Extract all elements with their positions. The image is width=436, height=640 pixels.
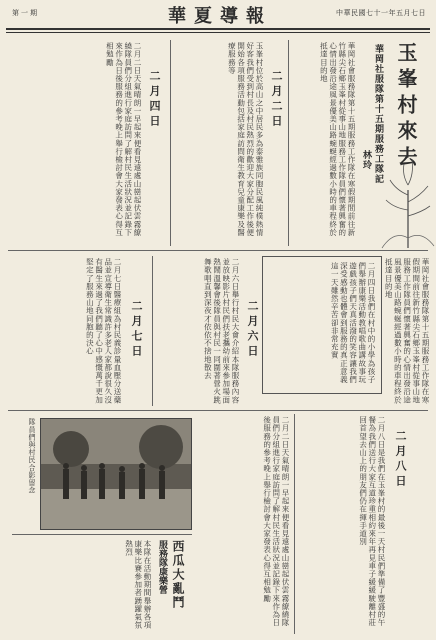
article-column-3: 二月二日天氣晴朗一早起來便看見遠處山巒起伏雲霧繚繞隊員們分組進行家庭訪問了解村民生活狀況並記錄下來作為日後服務的參考晚上舉行檢討會大家發表心得互相勉勵 [105,42,142,237]
article-column-4b: 華岡社會服務隊第十五期服務工作隊在寒假期間前往新竹縣尖石鄉玉峯村從事山地服務工作隊員們懷著興奮的心情出發沿途風景優美山路蜿蜒經過數小時的車程終於抵達目的地 [384,258,430,404]
photo-caption: 隊員們與村民合影留念 [28,418,36,494]
section-divider [8,410,428,411]
tree-sketch [382,150,434,250]
article-byline: 華岡社服隊第十五期服務工隊記 [373,44,383,184]
sidebar-text: 本隊在活動期間舉辦各項康樂比賽參加者踴躍氣氛熱烈 [124,540,152,630]
article-column-4: 二月四日我們在村中的小學為孩子們舉辦康樂活動教唱歌曲講故事玩遊戲孩子們天真活潑的笑容讓我們深受感動也體會到服務的真正意義這一天雖然辛苦卻非常充實 [330,262,376,384]
article-column-5: 二月六日舉行村民大會介紹本隊服務內容並放映影片村民們扶老攜幼前來參加場面熱鬧溫馨會後隊員與村民一同圍著營火跳舞歌唱直到深夜才依依不捨地散去 [203,258,240,404]
column-divider [152,256,153,406]
column-divider [170,40,171,246]
article-column-2: 玉峯村位於高山之中居民多為泰雅族同胞民風純樸熱情好客我們受到村長及村民熱烈的歡迎大家分配工作後便開始各項服務活動包括家庭訪問衛生教育兒童康樂及醫療服務等 [227,42,264,237]
date-head-feb2: 二月二日 [270,70,283,130]
column-divider [294,414,295,634]
date-head-feb8: 二月八日 [394,430,407,490]
article-column-6: 二月七日醫療組為村民義診量血壓分送藥品並宣導衛生常識許多老人家都說很久沒有醫生來過了我們聽了心中感慨萬千更加堅定了服務山地同胞的決心 [85,258,122,404]
sidebar-title: 西瓜大亂鬥 [171,540,185,610]
section-divider [8,250,428,251]
column-divider [288,40,289,246]
article-author: 林玲 [361,150,371,170]
masthead-rule-thin [6,32,430,33]
masthead-issue: 第一期 [12,9,39,17]
sidebar-subtitle: 服務隊康樂營 [157,540,167,594]
photo-divider [12,534,192,535]
group-photo [40,418,192,530]
masthead-title: 華夏導報 [168,6,272,27]
date-head-feb6: 二月六日 [246,300,259,360]
article-column-8: 二月二日天氣晴朗一早起來便看見遠處山巒起伏雲霧繚繞隊員們分組進行家庭訪問了解村民生活狀況並記錄下來作為日後服務的參考晚上舉行檢討會大家發表心得互相勉勵 [262,416,290,627]
masthead-rule [6,28,430,30]
masthead-date: 中華民國七十一年五月七日 [336,9,426,17]
article-column-1: 華岡社會服務隊第十五期服務工作隊在寒假期間前往新竹縣尖石鄉玉峯村從事山地服務工作隊員們懷著興奮的心情出發沿途風景優美山路蜿蜒經過數小時的車程終於抵達目的地 [319,42,356,237]
date-head-feb4: 二月四日 [148,70,161,130]
photo-image [41,419,191,529]
article-title: 玉峯村來去 [394,42,418,172]
date-head-feb7: 二月七日 [130,300,143,360]
article-column-7: 二月八日是我們在玉峯村的最後一天村民們準備了豐盛的午餐為我們送行大家互道珍重相約來年再見車子緩緩駛離村莊回首望去山上的朋友們仍在揮手道別 [358,416,386,627]
